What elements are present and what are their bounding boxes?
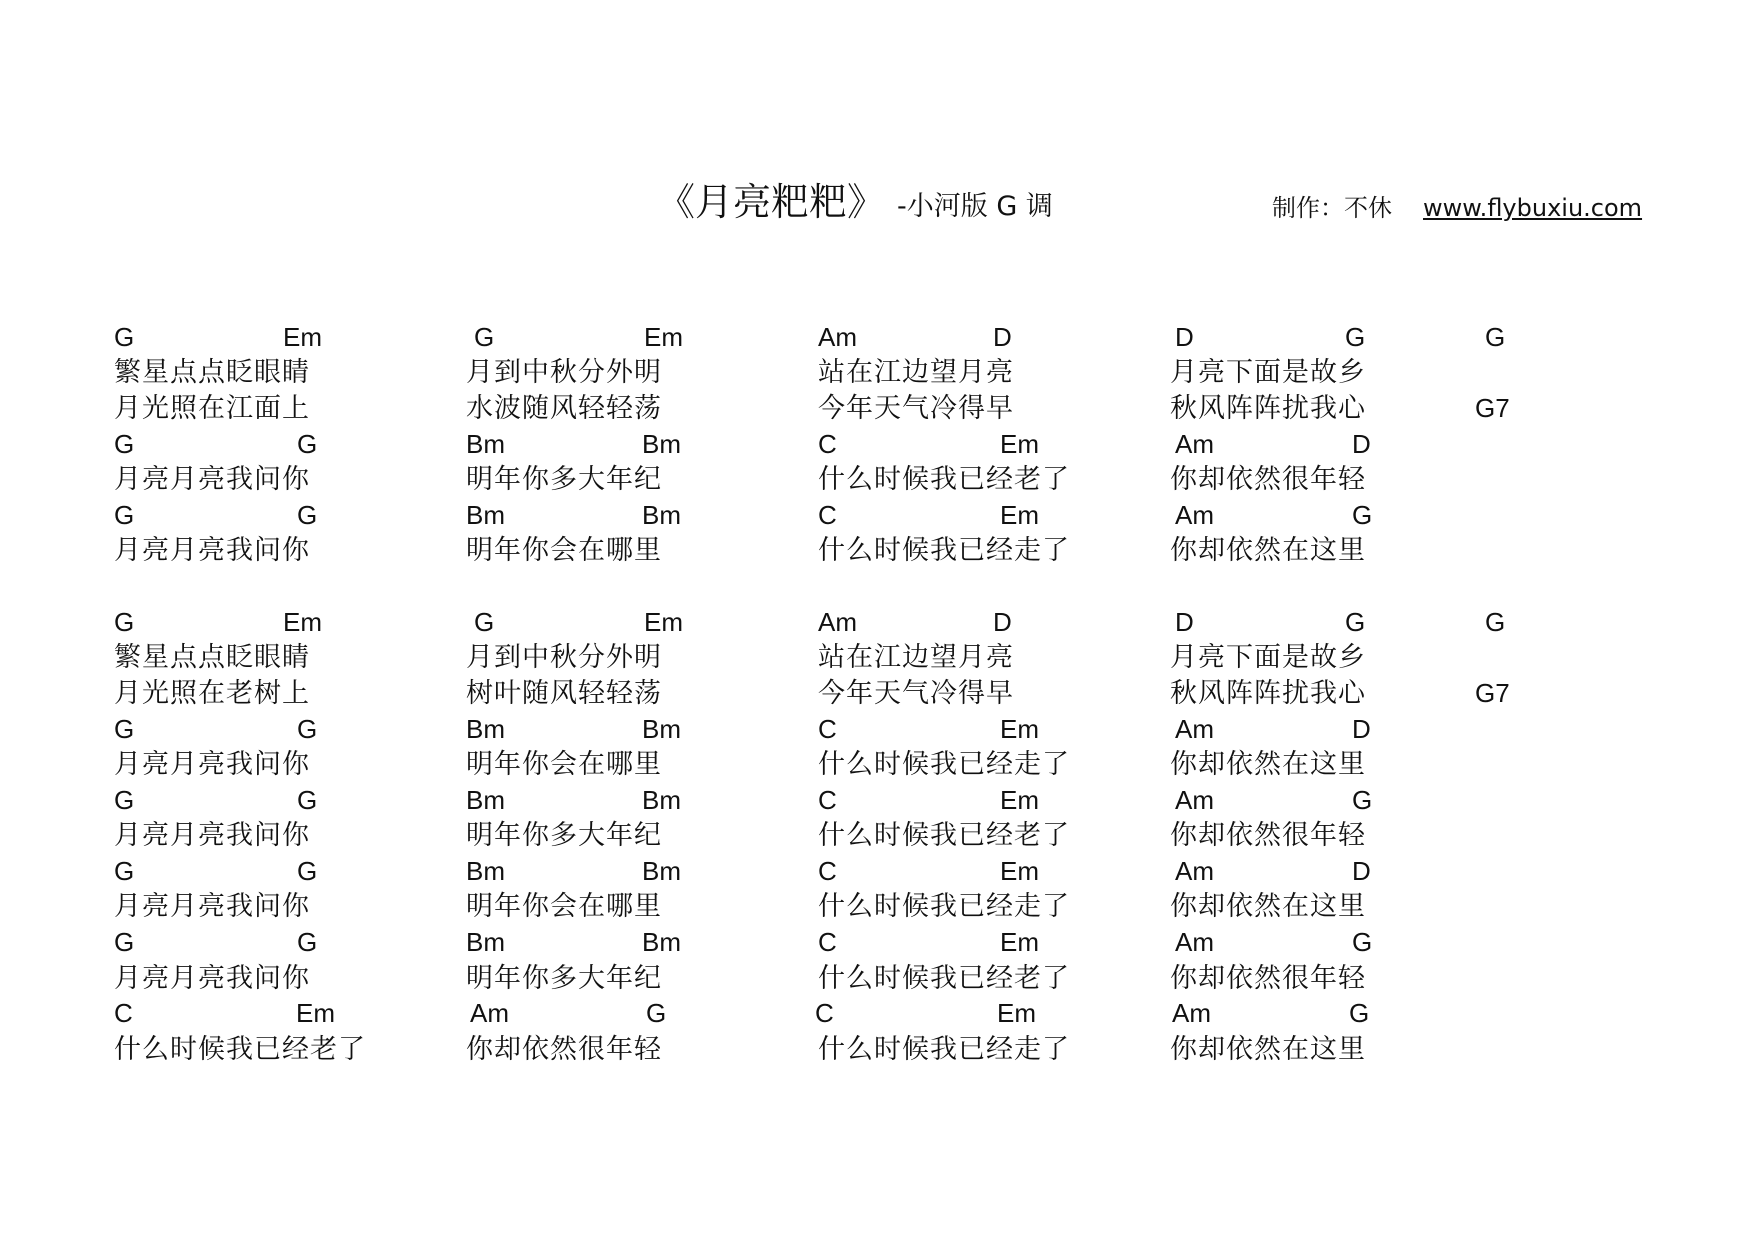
chord: Bm xyxy=(466,429,505,459)
lyric-line: 什么时候我已经走了 xyxy=(818,749,1070,780)
chord: G xyxy=(1352,500,1373,530)
chord: G xyxy=(1352,927,1373,957)
lyric-line: 月到中秋分外明 xyxy=(466,357,662,388)
chord: G xyxy=(1485,322,1506,352)
lyric-line: 月亮月亮我问你 xyxy=(114,535,310,566)
chord: G xyxy=(297,927,318,957)
chord: Bm xyxy=(466,785,505,815)
chord-row xyxy=(0,606,1754,642)
chord: Em xyxy=(997,998,1036,1028)
chord: C xyxy=(818,927,837,957)
lyric-row xyxy=(0,748,1754,784)
lyric-line: 你却依然在这里 xyxy=(1170,535,1366,566)
song-title: 《月亮粑粑》 xyxy=(657,180,886,224)
lyric-line: 你却依然在这里 xyxy=(1170,1034,1366,1065)
chord: G xyxy=(297,856,318,886)
lyric-line: 明年你多大年纪 xyxy=(466,820,662,851)
lyric-row xyxy=(0,1033,1754,1069)
chord: G xyxy=(114,785,135,815)
chord: G xyxy=(297,500,318,530)
chord: G xyxy=(114,607,135,637)
chord: Bm xyxy=(466,714,505,744)
chord: G xyxy=(297,785,318,815)
lyric-line: 秋风阵阵扰我心 xyxy=(1170,393,1366,424)
lyric-line: 月亮月亮我问你 xyxy=(114,820,310,851)
chord: D xyxy=(1352,856,1371,886)
lyric-line: 今年天气冷得早 xyxy=(818,678,1014,709)
chord: G xyxy=(1352,785,1373,815)
lyric-line: 你却依然很年轻 xyxy=(1170,963,1366,994)
lyric-row xyxy=(0,677,1754,713)
chord-row xyxy=(0,499,1754,535)
chord: Am xyxy=(818,322,857,352)
chord: G xyxy=(474,322,495,352)
chord: Am xyxy=(1175,714,1214,744)
chord: D xyxy=(1352,429,1371,459)
chord: Bm xyxy=(642,714,681,744)
chord-row xyxy=(0,855,1754,891)
chord: G xyxy=(114,927,135,957)
lyric-row xyxy=(0,819,1754,855)
chord: Am xyxy=(1172,998,1211,1028)
chord: Em xyxy=(644,322,683,352)
lyric-line: 明年你多大年纪 xyxy=(466,963,662,994)
chord: G xyxy=(114,714,135,744)
website-link[interactable]: www.flybuxiu.com xyxy=(1423,194,1643,222)
lyric-line: 树叶随风轻轻荡 xyxy=(466,678,662,709)
lyric-row xyxy=(0,392,1754,428)
chord: G xyxy=(1349,998,1370,1028)
lyric-line: 站在江边望月亮 xyxy=(818,357,1014,388)
chord: G7 xyxy=(1475,678,1510,708)
chord: G xyxy=(474,607,495,637)
chord: Em xyxy=(1000,785,1039,815)
lyric-line: 月亮月亮我问你 xyxy=(114,963,310,994)
lyric-line: 明年你会在哪里 xyxy=(466,891,662,922)
chord: D xyxy=(993,607,1012,637)
chord: Em xyxy=(1000,500,1039,530)
lyric-row xyxy=(0,534,1754,570)
chord: Em xyxy=(296,998,335,1028)
lyric-line: 什么时候我已经走了 xyxy=(818,535,1070,566)
chord: Em xyxy=(1000,714,1039,744)
chord: G7 xyxy=(1475,393,1510,423)
lyric-line: 月亮月亮我问你 xyxy=(114,464,310,495)
lyric-line: 明年你多大年纪 xyxy=(466,464,662,495)
chord: Am xyxy=(1175,429,1214,459)
lyric-line: 你却依然很年轻 xyxy=(466,1034,662,1065)
chord: G xyxy=(1345,607,1366,637)
lyric-row xyxy=(0,641,1754,677)
lyric-line: 明年你会在哪里 xyxy=(466,749,662,780)
lyric-line: 什么时候我已经老了 xyxy=(114,1034,366,1065)
lyric-line: 什么时候我已经老了 xyxy=(818,820,1070,851)
chord-row xyxy=(0,321,1754,357)
lyric-line: 月亮下面是故乡 xyxy=(1170,357,1366,388)
chord: G xyxy=(1485,607,1506,637)
chord: Am xyxy=(818,607,857,637)
chord: Bm xyxy=(642,500,681,530)
chord: Bm xyxy=(642,856,681,886)
credit-text: 制作：不休 xyxy=(1272,194,1392,222)
lyric-line: 月亮月亮我问你 xyxy=(114,891,310,922)
chord: Em xyxy=(1000,856,1039,886)
lyric-line: 什么时候我已经走了 xyxy=(818,891,1070,922)
chord: Bm xyxy=(466,500,505,530)
chord: C xyxy=(818,500,837,530)
lyric-line: 繁星点点眨眼睛 xyxy=(114,357,310,388)
chord: Am xyxy=(1175,500,1214,530)
chord: G xyxy=(646,998,667,1028)
chord: C xyxy=(818,785,837,815)
chord-row xyxy=(0,713,1754,749)
chord: Bm xyxy=(642,785,681,815)
chord-row xyxy=(0,926,1754,962)
chord: Am xyxy=(1175,927,1214,957)
lyric-row xyxy=(0,890,1754,926)
chord: G xyxy=(114,856,135,886)
chord: Am xyxy=(470,998,509,1028)
chord-row xyxy=(0,997,1754,1033)
chord-row xyxy=(0,428,1754,464)
lyric-line: 你却依然在这里 xyxy=(1170,891,1366,922)
chord: G xyxy=(297,714,318,744)
lyric-line: 明年你会在哪里 xyxy=(466,535,662,566)
song-subtitle: -小河版 G 调 xyxy=(897,191,1053,222)
lyric-line: 站在江边望月亮 xyxy=(818,642,1014,673)
lyric-line: 今年天气冷得早 xyxy=(818,393,1014,424)
chord: C xyxy=(114,998,133,1028)
chord: Em xyxy=(283,607,322,637)
chord: D xyxy=(1175,322,1194,352)
lyric-line: 什么时候我已经走了 xyxy=(818,1034,1070,1065)
chord: Bm xyxy=(466,856,505,886)
chord: Em xyxy=(1000,927,1039,957)
lyric-line: 月光照在老树上 xyxy=(114,678,310,709)
lyric-line: 月亮下面是故乡 xyxy=(1170,642,1366,673)
chord: Am xyxy=(1175,785,1214,815)
lyric-line: 什么时候我已经老了 xyxy=(818,963,1070,994)
chord: G xyxy=(114,322,135,352)
chord: G xyxy=(114,429,135,459)
chord: C xyxy=(818,714,837,744)
chord: C xyxy=(818,429,837,459)
chord: D xyxy=(993,322,1012,352)
lyric-line: 你却依然很年轻 xyxy=(1170,464,1366,495)
lyric-line: 月亮月亮我问你 xyxy=(114,749,310,780)
chord: Em xyxy=(644,607,683,637)
chord: Am xyxy=(1175,856,1214,886)
lyric-row xyxy=(0,463,1754,499)
chord: Bm xyxy=(642,927,681,957)
chord: Em xyxy=(1000,429,1039,459)
lyric-line: 繁星点点眨眼睛 xyxy=(114,642,310,673)
lyric-line: 月光照在江面上 xyxy=(114,393,310,424)
chord: G xyxy=(297,429,318,459)
lyric-line: 秋风阵阵扰我心 xyxy=(1170,678,1366,709)
lyric-line: 你却依然在这里 xyxy=(1170,749,1366,780)
lyric-line: 水波随风轻轻荡 xyxy=(466,393,662,424)
lyric-line: 什么时候我已经老了 xyxy=(818,464,1070,495)
lyric-row xyxy=(0,356,1754,392)
chord: Bm xyxy=(642,429,681,459)
chord: C xyxy=(818,856,837,886)
chord: G xyxy=(114,500,135,530)
chord: D xyxy=(1175,607,1194,637)
lyric-line: 你却依然很年轻 xyxy=(1170,820,1366,851)
chord: Bm xyxy=(466,927,505,957)
chord-row xyxy=(0,784,1754,820)
chord: C xyxy=(815,998,834,1028)
lyric-row xyxy=(0,962,1754,998)
lyric-line: 月到中秋分外明 xyxy=(466,642,662,673)
chord: G xyxy=(1345,322,1366,352)
chord: Em xyxy=(283,322,322,352)
chord: D xyxy=(1352,714,1371,744)
